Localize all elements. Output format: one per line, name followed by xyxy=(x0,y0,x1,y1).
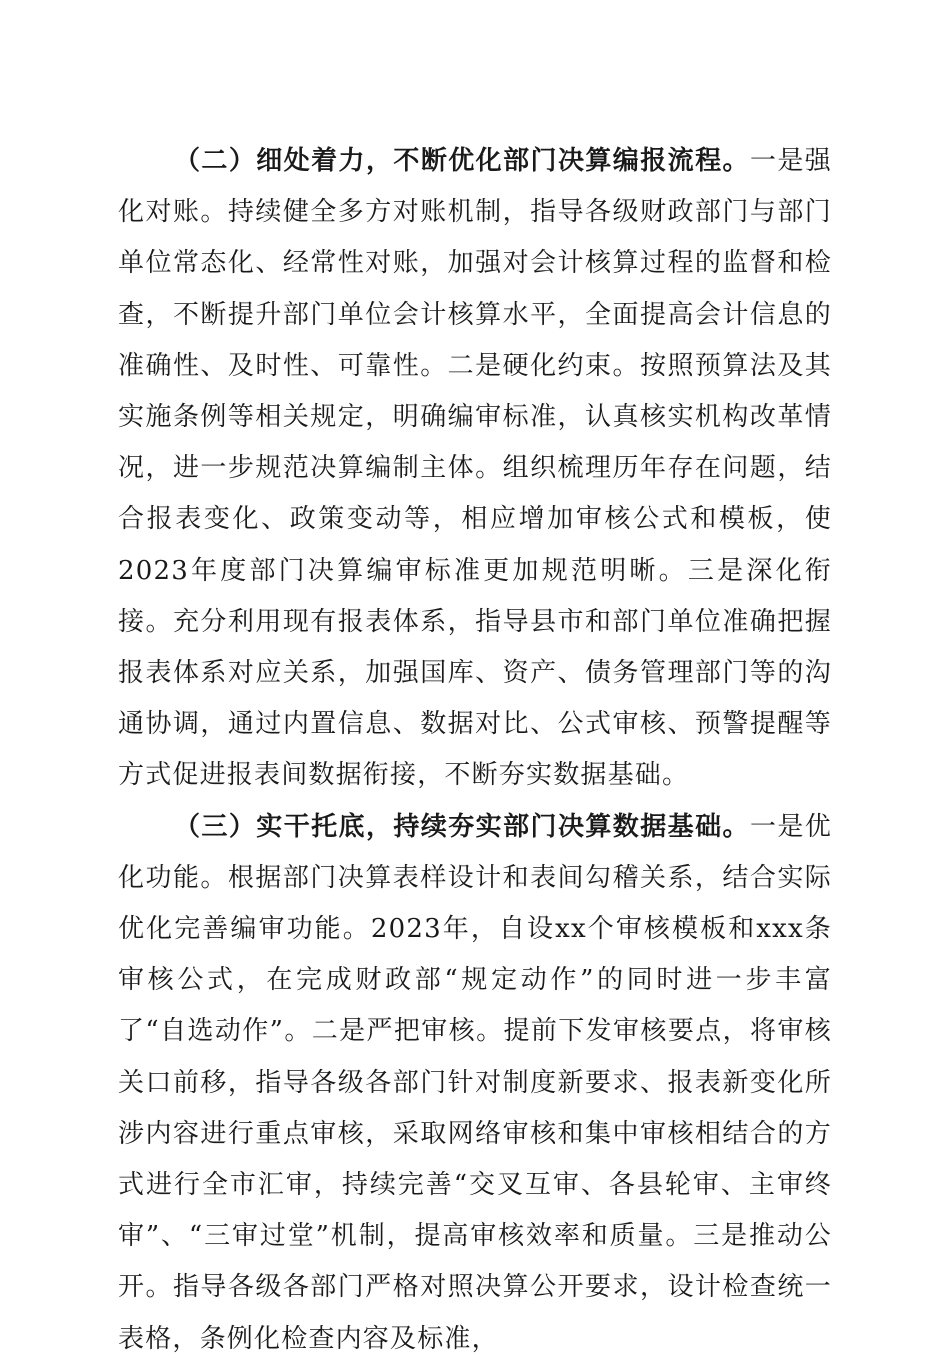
paragraph-section-2 xyxy=(118,136,832,802)
section-2-body: 一是强化对账。持续健全多方对账机制，指导各级财政部门与部门单位常态化、经常性对账，加强对会计核算过程的监督和检查，不断提升部门单位会计核算水平，全面提高会计信息的准确性、及时性、可靠性。二是硬化约束。按照预算法及其实施条例等相关规定，明确编审标准，认真核实机构改革情况，进一步规范决算编制主体。组织梳理历年存在问题，结合报表变化、政策变动等，相应增加审核公式和模板，使2023年度部门决算编审标准更加规范明晰。三是深化衔接。充分利用现有报表体系，指导县市和部门单位准确把握报表体系对应关系，加强国库、资产、债务管理部门等的沟通协调，通过内置信息、数据对比、公式审核、预警提醒等方式促进报表间数据衔接，不断夯实数据基础。 xyxy=(118,146,832,791)
document-body xyxy=(118,136,832,1365)
paragraph-section-3 xyxy=(118,802,832,1365)
section-2-heading: （二）细处着力，不断优化部门决算编报流程。 xyxy=(174,146,750,176)
section-3-body: 一是优化功能。根据部门决算表样设计和表间勾稽关系，结合实际优化完善编审功能。2023年，自设xx个审核模板和xxx条审核公式，在完成财政部“规定动作”的同时进一步丰富了“自选动作”。二是严把审核。提前下发审核要点，将审核关口前移，指导各级各部门针对制度新要求、报表新变化所涉内容进行重点审核，采取网络审核和集中审核相结合的方式进行全市汇审，持续完善“交叉互审、各县轮审、主审终审”、“三审过堂”机制，提高审核效率和质量。三是推动公开。指导各级各部门严格对照决算公开要求，设计检查统一表格，条例化检查内容及标准， xyxy=(118,811,832,1354)
section-3-heading: （三）实干托底，持续夯实部门决算数据基础。 xyxy=(174,811,750,842)
